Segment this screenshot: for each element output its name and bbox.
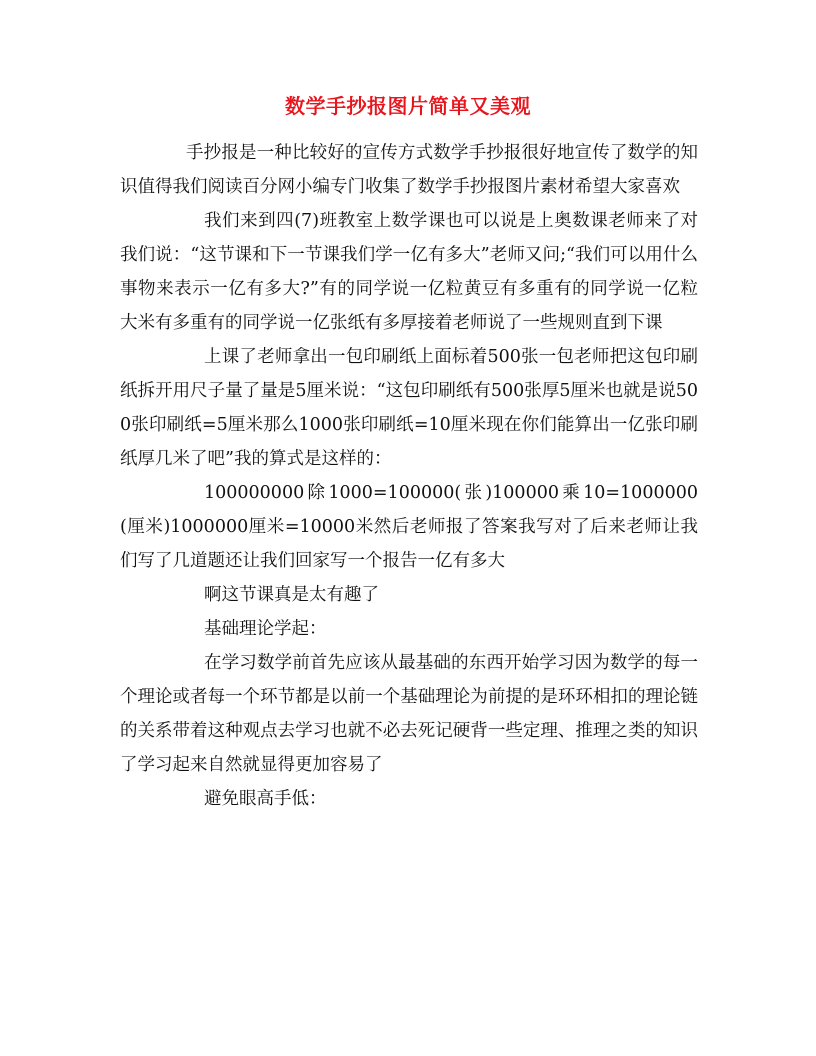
- paragraph-paper-measure: 上课了老师拿出一包印刷纸上面标着500张一包老师把这包印刷纸拆开用尺子量了量是5厘米说：“这包印刷纸有500张厚5厘米也就是说500张印刷纸=5厘米那么1000张印刷纸=10厘米现在你们能算出一亿张印刷纸厚几米了吧”我的算式是这样的：: [120, 347, 698, 469]
- heading-avoid: 避免眼高手低：: [204, 789, 327, 809]
- paragraph-calculation: 100000000除1000=100000(张)100000乘10=1000000(厘米)1000000厘米=10000米然后老师报了答案我写对了后来老师让我们写了几道题还让我们回家写一个报告一亿有多大: [120, 483, 698, 571]
- document-body: [120, 136, 698, 816]
- paragraph-intro: 手抄报是一种比较好的宣传方式数学手抄报很好地宣传了数学的知识值得我们阅读百分网小编专门收集了数学手抄报图片素材希望大家喜欢: [120, 143, 698, 197]
- document-title: 数学手抄报图片简单又美观: [285, 94, 531, 118]
- paragraph-class-story: 我们来到四(7)班教室上数学课也可以说是上奥数课老师来了对我们说：“这节课和下一节课我们学一亿有多大”老师又问;“我们可以用什么事物来表示一亿有多大?”有的同学说一亿粒黄豆有多重有的同学说一亿粒大米有多重有的同学说一亿张纸有多厚接着老师说了一些规则直到下课: [120, 211, 698, 333]
- heading-basics: 基础理论学起：: [204, 619, 327, 639]
- paragraph-basics: 在学习数学前首先应该从最基础的东西开始学习因为数学的每一个理论或者每一个环节都是以前一个基础理论为前提的是环环相扣的理论链的关系带着这种观点去学习也就不必去死记硬背一些定理、推理之类的知识了学习起来自然就显得更加容易了: [120, 653, 698, 775]
- paragraph-fun: 啊这节课真是太有趣了: [204, 585, 379, 605]
